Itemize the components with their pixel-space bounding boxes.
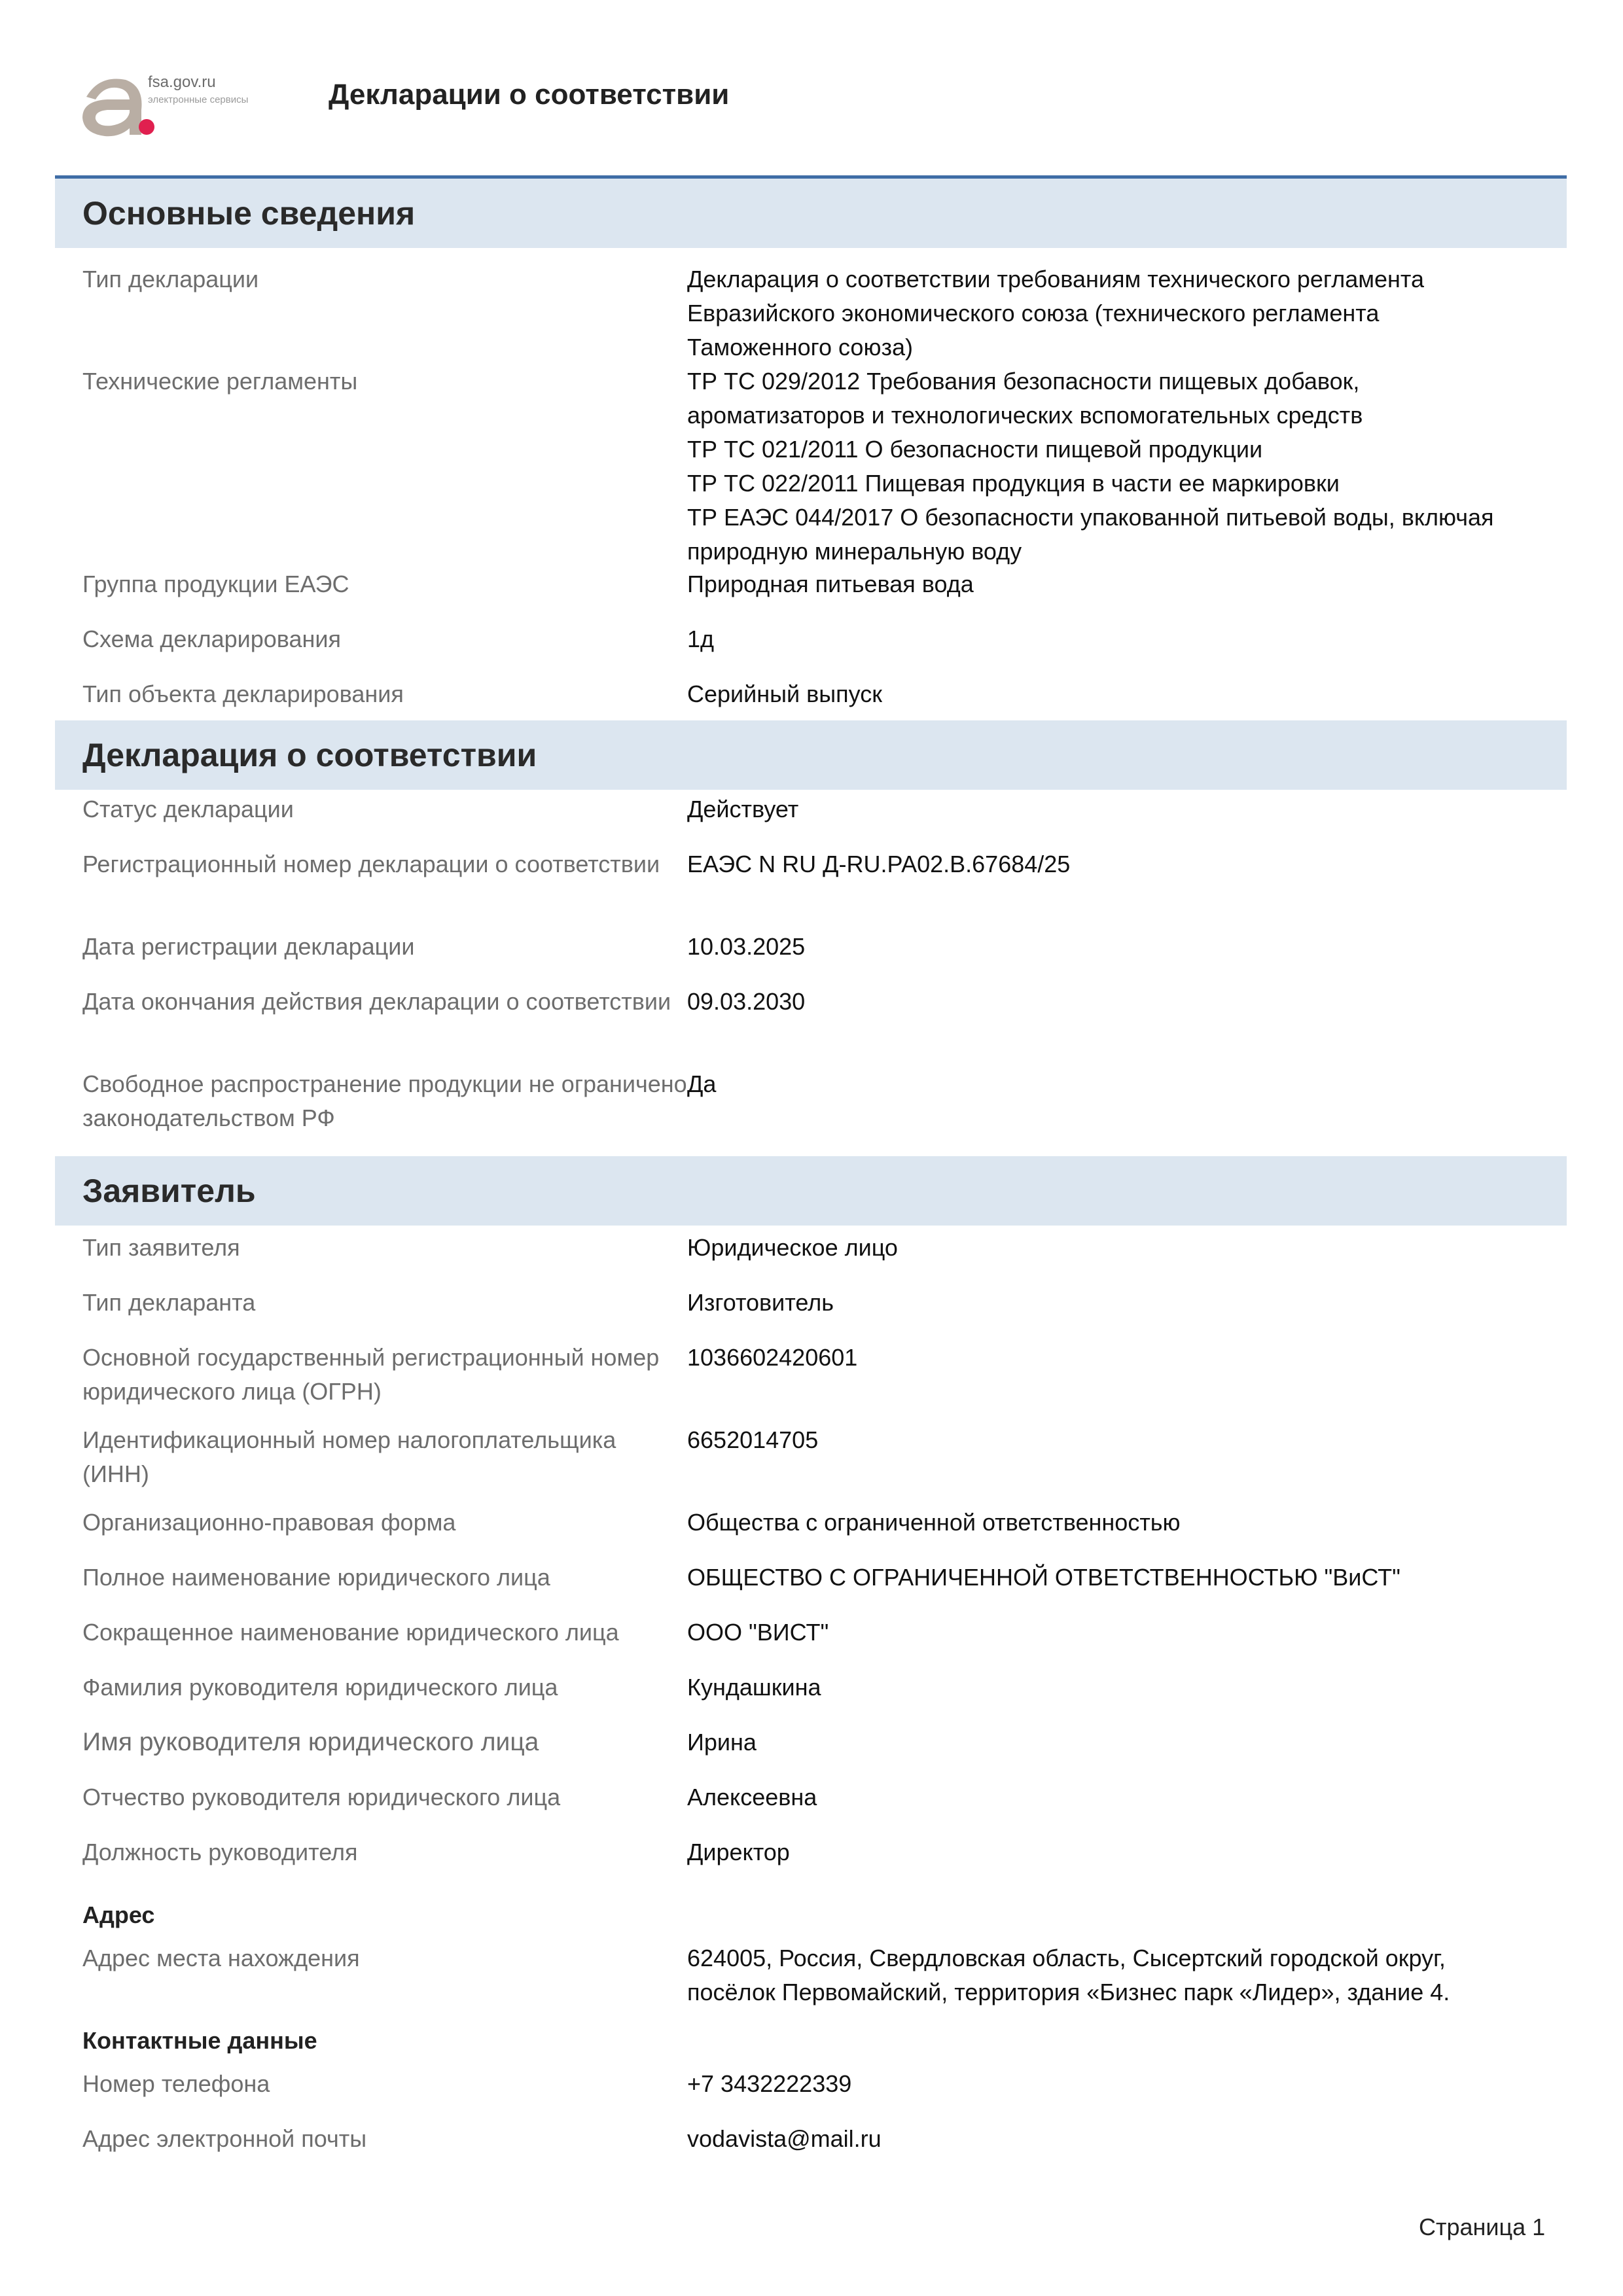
row-ogrn xyxy=(55,1341,1567,1423)
row-inn xyxy=(55,1423,1567,1506)
row-value: Действует xyxy=(687,796,799,822)
section-basic-heading: Основные сведения xyxy=(55,179,1567,248)
row-value: 10.03.2025 xyxy=(687,933,806,960)
row-head-position xyxy=(55,1835,1567,1898)
row-label: Организационно-правовая форма xyxy=(82,1509,456,1536)
row-label: Дата регистрации декларации xyxy=(82,933,415,960)
section-basic-rows xyxy=(55,248,1567,720)
row-value: 624005, Россия, Свердловская область, Сысертский городской округ, посёлок Первомайский, территория «Бизнес парк «Лидер», здание 4. xyxy=(687,1945,1450,2005)
row-value: ОБЩЕСТВО С ОГРАНИЧЕННОЙ ОТВЕТСТВЕННОСТЬЮ "ВиСТ" xyxy=(687,1564,1400,1591)
page-header xyxy=(0,0,1623,178)
logo-subtext: электронные сервисы xyxy=(148,94,249,105)
row-label: Отчество руководителя юридического лица xyxy=(82,1784,561,1810)
section-declaration-rows xyxy=(55,790,1567,1150)
row-value: ТР ТС 029/2012 Требования безопасности пищевых добавок, ароматизаторов и технологических вспомогательных средств ТР ТС 021/2011 О безопасности пищевой продукции ТР ТС 022/2011 Пищевая продукция в части ее маркировки ТР ЕАЭС 044/2017 О безопасности упакованной питьевой воды, включая природную минеральную воду xyxy=(687,368,1494,565)
row-label: Тип объекта декларирования xyxy=(82,680,404,707)
row-value: Серийный выпуск xyxy=(687,680,882,707)
row-label: Адрес места нахождения xyxy=(82,1945,360,1971)
row-full-name xyxy=(55,1561,1567,1616)
row-value: Общества с ограниченной ответственностью xyxy=(687,1509,1181,1536)
section-applicant-rows xyxy=(55,1226,1567,2177)
row-label: Дата окончания действия декларации о соответствии xyxy=(82,988,671,1015)
row-label: Должность руководителя xyxy=(82,1839,358,1865)
row-value: Да xyxy=(687,1070,717,1097)
row-label: Адрес электронной почты xyxy=(82,2125,367,2152)
row-value: Природная питьевая вода xyxy=(687,571,974,597)
row-label: Фамилия руководителя юридического лица xyxy=(82,1674,558,1701)
row-label: Технические регламенты xyxy=(82,368,358,395)
row-declaration-type xyxy=(55,262,1567,364)
page-number: Страница 1 xyxy=(1419,2214,1546,2240)
row-reg-number xyxy=(55,847,1567,930)
row-value: ЕАЭС N RU Д-RU.РА02.В.67684/25 xyxy=(687,851,1071,877)
row-head-surname xyxy=(55,1670,1567,1725)
row-address xyxy=(55,1941,1567,2024)
row-value: Кундашкина xyxy=(687,1674,821,1701)
row-value: Юридическое лицо xyxy=(687,1234,898,1261)
row-value: ООО "ВИСТ" xyxy=(687,1619,829,1646)
row-value: 1036602420601 xyxy=(687,1344,858,1371)
row-value: Алексеевна xyxy=(687,1784,817,1810)
row-status xyxy=(55,792,1567,847)
row-short-name xyxy=(55,1616,1567,1670)
row-label: Номер телефона xyxy=(82,2070,270,2097)
row-label: Полное наименование юридического лица xyxy=(82,1564,550,1591)
section-declaration-heading: Декларация о соответствии xyxy=(55,720,1567,790)
row-object-type xyxy=(55,677,1567,720)
row-head-patronymic xyxy=(55,1780,1567,1835)
row-label: Тип заявителя xyxy=(82,1234,240,1261)
row-value: 6652014705 xyxy=(687,1426,819,1453)
row-label: Идентификационный номер налогоплательщика (ИНН) xyxy=(82,1426,616,1487)
row-value: Изготовитель xyxy=(687,1289,834,1316)
page-title: Декларации о соответствии xyxy=(329,79,730,111)
row-end-date xyxy=(55,985,1567,1067)
row-value: 09.03.2030 xyxy=(687,988,806,1015)
row-label: Имя руководителя юридического лица xyxy=(82,1728,539,1756)
section-applicant-heading: Заявитель xyxy=(55,1156,1567,1226)
row-label: Регистрационный номер декларации о соответствии xyxy=(82,851,660,877)
row-value: Декларация о соответствии требованиям технического регламента Евразийского экономического союза (технического регламента Таможенного союза) xyxy=(687,266,1425,361)
row-label: Группа продукции ЕАЭС xyxy=(82,571,349,597)
row-label: Свободное распространение продукции не ограничено законодательством РФ xyxy=(82,1070,687,1131)
document-content xyxy=(55,179,1567,2177)
row-scheme xyxy=(55,622,1567,677)
row-free-distribution xyxy=(55,1067,1567,1150)
row-head-name xyxy=(55,1725,1567,1780)
row-email xyxy=(55,2122,1567,2177)
row-label: Сокращенное наименование юридического лица xyxy=(82,1619,619,1646)
row-product-group xyxy=(55,567,1567,622)
row-label: Схема декларирования xyxy=(82,626,341,652)
row-label: Статус декларации xyxy=(82,796,294,822)
row-phone xyxy=(55,2067,1567,2122)
row-applicant-type xyxy=(55,1231,1567,1286)
row-tech-regulations xyxy=(55,364,1567,567)
row-value: 1д xyxy=(687,626,715,652)
row-label: Тип декларанта xyxy=(82,1289,256,1316)
logo-text: fsa.gov.ru xyxy=(148,73,216,91)
row-value: Ирина xyxy=(687,1729,757,1756)
row-reg-date xyxy=(55,930,1567,985)
contacts-heading: Контактные данные xyxy=(82,2027,317,2054)
row-label: Основной государственный регистрационный номер юридического лица (ОГРН) xyxy=(82,1344,660,1405)
row-legal-form xyxy=(55,1506,1567,1561)
row-declarant-type xyxy=(55,1286,1567,1341)
row-value: vodavista@mail.ru xyxy=(687,2125,882,2152)
address-heading: Адрес xyxy=(82,1901,155,1928)
row-value: +7 3432222339 xyxy=(687,2070,852,2097)
row-value: Директор xyxy=(687,1839,790,1865)
row-label: Тип декларации xyxy=(82,266,259,292)
